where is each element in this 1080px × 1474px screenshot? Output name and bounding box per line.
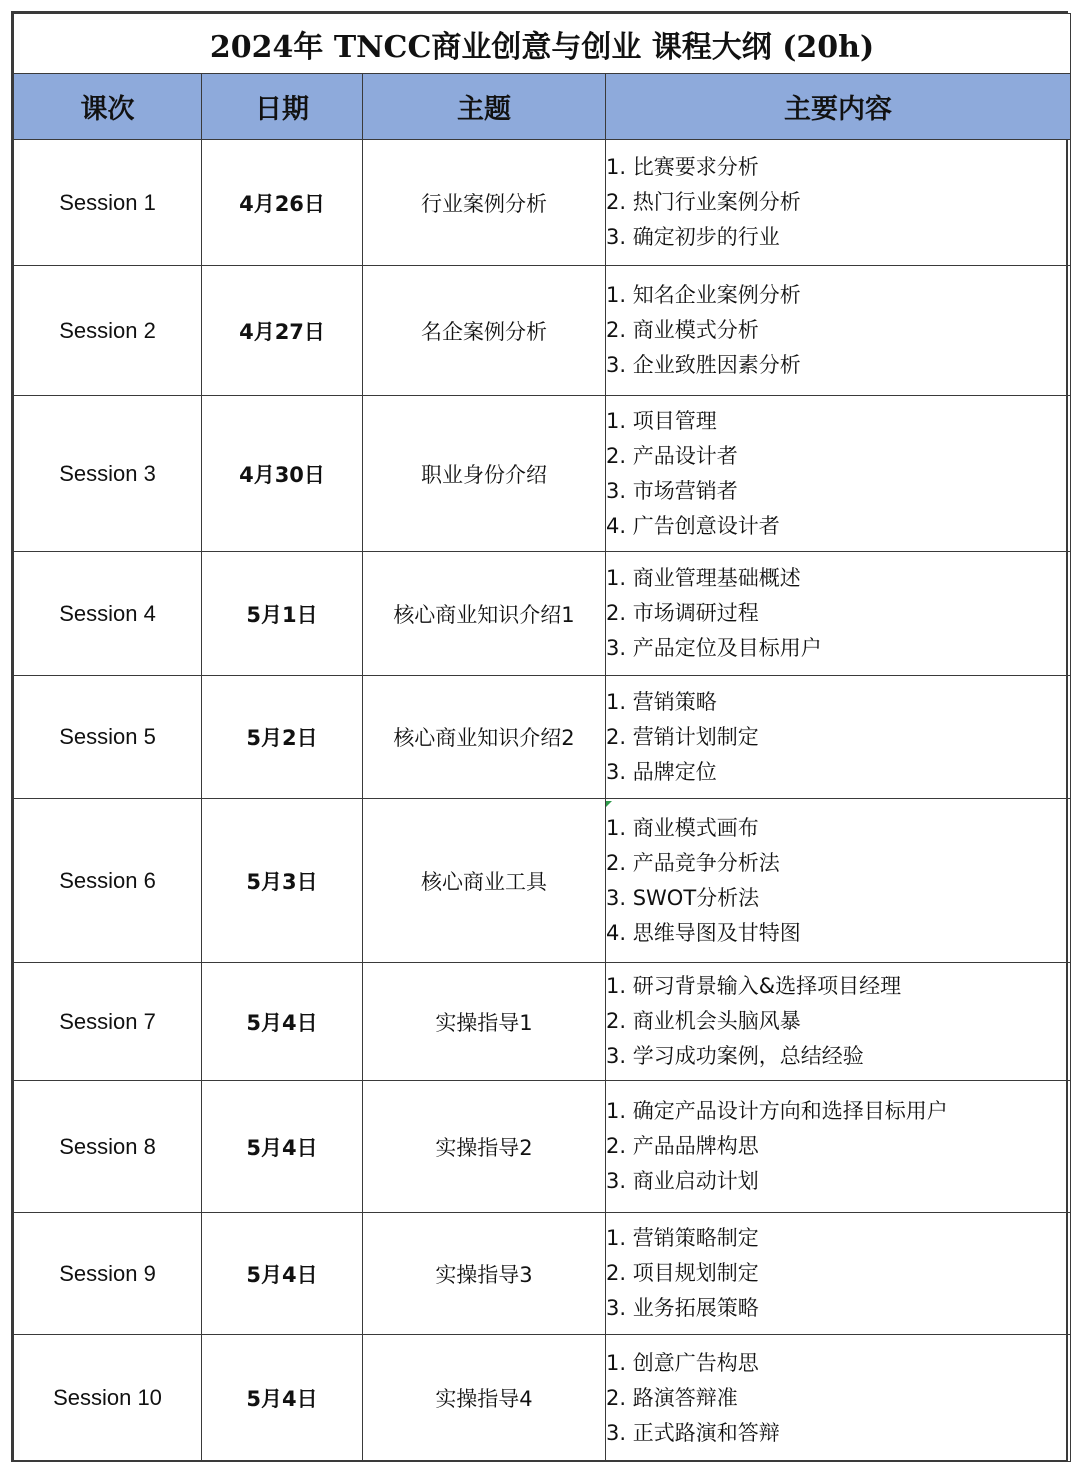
content-cell xyxy=(606,1081,1071,1213)
content-list xyxy=(606,811,1070,951)
session-cell: Session 9 xyxy=(14,1213,202,1335)
table-body xyxy=(14,140,1071,1462)
list-item: 3. 学习成功案例，总结经验 xyxy=(606,1044,864,1068)
syllabus-table xyxy=(13,13,1071,1462)
date-cell: 5月3日 xyxy=(202,799,363,963)
table-row xyxy=(14,1081,1071,1213)
date-cell: 4月27日 xyxy=(202,266,363,396)
date-cell: 5月1日 xyxy=(202,552,363,676)
list-item: 2. 商业机会头脑风暴 xyxy=(606,1009,801,1033)
table-row xyxy=(14,396,1071,552)
content-list xyxy=(606,969,1070,1074)
list-item: 3. SWOT分析法 xyxy=(606,885,760,910)
table-row xyxy=(14,799,1071,963)
table-row xyxy=(14,140,1071,266)
content-list xyxy=(606,1094,1070,1199)
list-item: 1. 商业管理基础概述 xyxy=(606,566,801,590)
topic-cell: 核心商业知识介绍1 xyxy=(363,552,606,676)
session-cell: Session 8 xyxy=(14,1081,202,1213)
content-list xyxy=(606,685,1070,790)
table-row xyxy=(14,1213,1071,1335)
list-item: 1. 商业模式画布 xyxy=(606,815,759,840)
table-row xyxy=(14,963,1071,1081)
list-item: 3. 产品定位及目标用户 xyxy=(606,636,822,660)
header-session: 课次 xyxy=(14,74,202,140)
list-item: 2. 产品竞争分析法 xyxy=(606,850,780,875)
content-cell xyxy=(606,676,1071,799)
list-item: 3. 业务拓展策略 xyxy=(606,1296,759,1320)
content-list xyxy=(606,404,1070,544)
content-cell xyxy=(606,552,1071,676)
date-cell: 5月4日 xyxy=(202,963,363,1081)
content-list xyxy=(606,561,1070,666)
header-content: 主要内容 xyxy=(606,74,1071,140)
list-item: 1. 创意广告构思 xyxy=(606,1350,759,1375)
content-cell xyxy=(606,1335,1071,1462)
list-item: 3. 品牌定位 xyxy=(606,759,717,784)
list-item: 4. 思维导图及甘特图 xyxy=(606,920,801,945)
syllabus-sheet xyxy=(11,11,1068,1462)
header-date: 日期 xyxy=(202,74,363,140)
date-cell: 5月4日 xyxy=(202,1335,363,1462)
page-title: 2024年 TNCC商业创意与创业 课程大纲 (20h) xyxy=(14,14,1071,74)
list-item: 3. 确定初步的行业 xyxy=(606,225,780,249)
session-cell: Session 2 xyxy=(14,266,202,396)
topic-cell: 核心商业工具 xyxy=(363,799,606,963)
content-cell xyxy=(606,1213,1071,1335)
list-item: 2. 路演答辩准 xyxy=(606,1385,738,1410)
table-row xyxy=(14,266,1071,396)
list-item: 2. 热门行业案例分析 xyxy=(606,190,801,214)
list-item: 2. 市场调研过程 xyxy=(606,601,759,625)
topic-cell: 名企案例分析 xyxy=(363,266,606,396)
content-cell xyxy=(606,266,1071,396)
list-item: 3. 企业致胜因素分析 xyxy=(606,353,801,377)
session-cell: Session 3 xyxy=(14,396,202,552)
topic-cell: 实操指导3 xyxy=(363,1213,606,1335)
session-cell: Session 7 xyxy=(14,963,202,1081)
date-cell: 5月4日 xyxy=(202,1213,363,1335)
content-cell xyxy=(606,140,1071,266)
list-item: 1. 知名企业案例分析 xyxy=(606,283,801,307)
date-cell: 5月4日 xyxy=(202,1081,363,1213)
list-item: 1. 确定产品设计方向和选择目标用户 xyxy=(606,1099,948,1123)
date-cell: 5月2日 xyxy=(202,676,363,799)
list-item: 2. 营销计划制定 xyxy=(606,724,759,749)
content-list xyxy=(606,1221,1070,1326)
list-item: 3. 商业启动计划 xyxy=(606,1169,759,1193)
list-item: 1. 比赛要求分析 xyxy=(606,155,759,179)
topic-cell: 实操指导4 xyxy=(363,1335,606,1462)
content-list xyxy=(606,150,1070,255)
session-cell: Session 4 xyxy=(14,552,202,676)
table-row xyxy=(14,676,1071,799)
list-item: 1. 研习背景输入&选择项目经理 xyxy=(606,974,902,998)
content-list xyxy=(606,1346,1070,1451)
content-cell xyxy=(606,963,1071,1081)
list-item: 2. 商业模式分析 xyxy=(606,318,759,342)
table-row xyxy=(14,552,1071,676)
header-topic: 主题 xyxy=(363,74,606,140)
list-item: 3. 正式路演和答辩 xyxy=(606,1420,780,1445)
content-list xyxy=(606,278,1070,383)
list-item: 2. 项目规划制定 xyxy=(606,1261,759,1285)
table-row xyxy=(14,1335,1071,1462)
list-item: 4. 广告创意设计者 xyxy=(606,513,780,538)
topic-cell: 实操指导2 xyxy=(363,1081,606,1213)
cell-comment-marker xyxy=(606,801,612,807)
session-cell: Session 5 xyxy=(14,676,202,799)
topic-cell: 实操指导1 xyxy=(363,963,606,1081)
date-cell: 4月26日 xyxy=(202,140,363,266)
topic-cell: 核心商业知识介绍2 xyxy=(363,676,606,799)
list-item: 1. 营销策略 xyxy=(606,689,717,714)
content-cell xyxy=(606,799,1071,963)
list-item: 1. 项目管理 xyxy=(606,408,717,433)
topic-cell: 行业案例分析 xyxy=(363,140,606,266)
session-cell: Session 1 xyxy=(14,140,202,266)
header-row xyxy=(14,74,1071,140)
title-row xyxy=(14,14,1071,74)
content-cell xyxy=(606,396,1071,552)
date-cell: 4月30日 xyxy=(202,396,363,552)
session-cell: Session 10 xyxy=(14,1335,202,1462)
list-item: 3. 市场营销者 xyxy=(606,478,738,503)
topic-cell: 职业身份介绍 xyxy=(363,396,606,552)
list-item: 2. 产品品牌构思 xyxy=(606,1134,759,1158)
list-item: 2. 产品设计者 xyxy=(606,443,738,468)
session-cell: Session 6 xyxy=(14,799,202,963)
list-item: 1. 营销策略制定 xyxy=(606,1226,759,1250)
